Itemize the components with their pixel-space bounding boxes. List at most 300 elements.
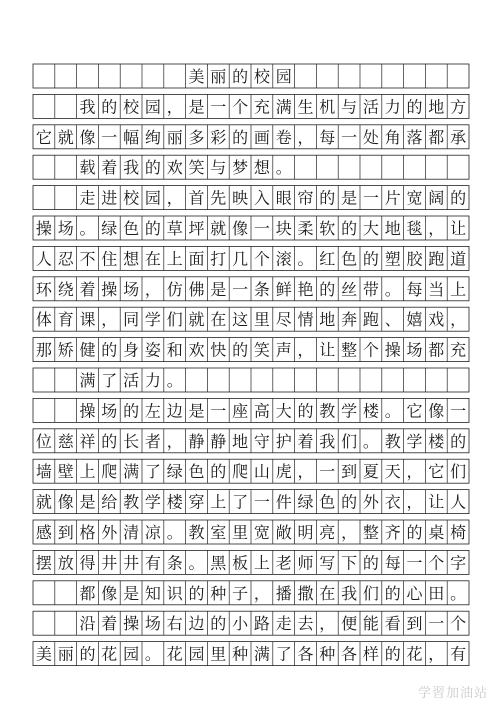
character-cell: 高: [253, 401, 270, 421]
character-cell: 画: [253, 127, 270, 147]
character-cell: 绿: [166, 462, 183, 482]
character-cell: 子: [232, 583, 249, 603]
character-cell: 首: [188, 188, 205, 208]
character-cell: 场: [57, 219, 74, 238]
character-cell: 播: [275, 583, 292, 603]
character-cell: 笑: [253, 340, 270, 360]
character-cell: 毯: [406, 219, 423, 238]
character-cell: 个: [253, 249, 270, 269]
character-cell: 学: [341, 401, 358, 421]
character-cell: 墙: [35, 462, 52, 482]
character-cell: 身: [123, 340, 140, 360]
character-cell: 进: [101, 188, 118, 208]
character-cell: 了: [232, 492, 249, 512]
character-cell: 的: [319, 188, 336, 208]
character-cell: 有: [144, 553, 161, 573]
character-cell: 花: [101, 644, 118, 664]
character-cell: 右: [166, 614, 183, 634]
character-cell: 几: [232, 249, 249, 269]
character-cell: 能: [362, 614, 379, 634]
character-cell: 板: [232, 553, 249, 573]
character-cell: 路: [253, 614, 270, 634]
character-cell: 色: [319, 492, 336, 512]
character-cell: 凉: [144, 523, 161, 542]
character-cell: 一: [319, 462, 336, 482]
character-cell: 一: [450, 401, 467, 421]
character-cell: 园: [275, 67, 292, 86]
watermark: 学習加油站: [417, 686, 488, 701]
character-cell: 场: [101, 401, 118, 421]
text-row: [33, 246, 469, 270]
character-cell: 操: [79, 401, 96, 421]
character-cell: 心: [406, 583, 423, 603]
character-cell: 识: [166, 583, 183, 603]
character-cell: 场: [123, 279, 140, 299]
character-cell: 是: [188, 401, 205, 421]
character-cell: 都: [79, 583, 96, 603]
character-cell: 一: [210, 401, 227, 421]
character-cell: ，: [406, 462, 423, 482]
character-cell: 便: [341, 614, 358, 634]
character-cell: 园: [123, 644, 140, 664]
character-cell: 载: [79, 158, 96, 178]
character-cell: 机: [319, 97, 336, 117]
character-cell: 教: [188, 523, 205, 542]
character-cell: 与: [210, 158, 227, 178]
character-cell: 一: [232, 279, 249, 299]
character-cell: 我: [319, 431, 336, 451]
character-cell: 沿: [79, 614, 96, 634]
character-cell: 的: [341, 492, 358, 512]
character-cell: 花: [406, 644, 423, 664]
character-cell: 到: [341, 462, 358, 482]
text-row: [33, 155, 469, 179]
character-cell: 像: [57, 492, 74, 512]
character-cell: 塑: [384, 249, 401, 269]
character-cell: ，: [319, 614, 336, 634]
character-cell: 。: [384, 279, 401, 299]
character-cell: 场: [406, 340, 423, 360]
character-cell: 了: [101, 371, 118, 390]
character-cell: 。: [384, 401, 401, 421]
character-cell: 清: [123, 523, 140, 542]
character-cell: 生: [297, 97, 314, 117]
character-cell: 一: [406, 553, 423, 573]
character-cell: 想: [253, 158, 270, 178]
character-cell: 着: [101, 614, 118, 634]
character-cell: 落: [406, 127, 423, 147]
character-cell: 去: [297, 614, 314, 634]
character-cell: 天: [384, 462, 401, 482]
character-cell: 字: [450, 553, 467, 573]
character-cell: 的: [232, 127, 249, 147]
character-cell: 校: [123, 97, 140, 117]
character-cell: 像: [79, 127, 96, 147]
character-cell: 角: [384, 127, 401, 147]
character-cell: 各: [297, 644, 314, 664]
character-cell: 有: [450, 644, 467, 664]
character-cell: 。: [450, 583, 467, 603]
character-cell: 帘: [297, 188, 314, 208]
character-cell: ，: [101, 310, 118, 330]
character-cell: ，: [428, 219, 445, 238]
character-cell: 坪: [188, 219, 205, 238]
character-cell: 我: [123, 158, 140, 178]
character-cell: 地: [232, 431, 249, 451]
character-cell: 跑: [362, 310, 379, 330]
character-cell: 眼: [275, 188, 292, 208]
character-cell: 教: [319, 401, 336, 421]
character-cell: ，: [297, 340, 314, 360]
character-cell: 上: [79, 462, 96, 482]
character-cell: 色: [188, 462, 205, 482]
character-cell: 种: [319, 644, 336, 664]
text-row: [33, 520, 469, 544]
character-cell: 走: [79, 188, 96, 208]
character-cell: 大: [362, 219, 379, 238]
character-cell: 走: [275, 614, 292, 634]
character-cell: 我: [79, 97, 96, 117]
character-cell: 的: [101, 340, 118, 360]
text-row: [33, 398, 469, 422]
character-cell: 课: [79, 310, 96, 330]
character-cell: 夏: [362, 462, 379, 482]
character-cell: 一: [210, 97, 227, 117]
character-cell: 色: [123, 219, 140, 238]
character-cell: 楼: [362, 401, 379, 421]
character-cell: 山: [253, 462, 270, 482]
character-cell: 鲜: [275, 279, 292, 299]
character-cell: 的: [123, 401, 140, 421]
character-cell: 方: [450, 97, 467, 117]
character-cell: 个: [428, 553, 445, 573]
character-cell: 阔: [428, 188, 445, 208]
character-cell: 的: [362, 249, 379, 269]
character-cell: 是: [341, 188, 358, 208]
character-cell: 的: [297, 401, 314, 421]
character-cell: 先: [210, 188, 227, 208]
character-cell: 护: [275, 431, 292, 451]
character-cell: 卷: [275, 127, 292, 147]
character-cell: 梦: [232, 158, 249, 178]
character-cell: 到: [57, 523, 74, 542]
character-cell: ，: [253, 583, 270, 603]
character-cell: 的: [210, 614, 227, 634]
character-cell: 是: [79, 492, 96, 512]
character-cell: 一: [253, 492, 270, 512]
character-cell: 了: [275, 644, 292, 664]
character-cell: 地: [428, 97, 445, 117]
character-cell: 园: [188, 644, 205, 664]
character-cell: 幅: [123, 127, 140, 147]
character-cell: 满: [253, 644, 270, 664]
character-cell: 操: [35, 219, 52, 238]
character-cell: 黑: [210, 553, 227, 573]
character-cell: 和: [166, 340, 183, 360]
text-row: [33, 338, 469, 362]
character-cell: 各: [341, 644, 358, 664]
character-cell: 小: [232, 614, 249, 634]
character-cell: 的: [210, 462, 227, 482]
character-cell: 绕: [57, 279, 74, 299]
character-cell: 道: [450, 249, 467, 269]
character-cell: 静: [210, 431, 227, 451]
character-cell: 都: [428, 340, 445, 360]
character-cell: 声: [275, 340, 292, 360]
text-row: [33, 216, 469, 240]
character-cell: 着: [297, 431, 314, 451]
text-row: [33, 642, 469, 666]
character-cell: 。: [79, 219, 96, 238]
character-cell: 色: [341, 249, 358, 269]
character-cell: 椅: [450, 523, 467, 542]
character-cell: 带: [362, 279, 379, 299]
character-cell: 校: [123, 188, 140, 208]
character-cell: 多: [188, 127, 205, 147]
character-cell: 一: [362, 188, 379, 208]
character-cell: 楼: [428, 431, 445, 451]
character-cell: 了: [144, 462, 161, 482]
character-cell: 块: [275, 219, 292, 238]
character-cell: 上: [210, 492, 227, 512]
character-cell: 外: [101, 523, 118, 542]
character-cell: 想: [123, 249, 140, 269]
character-cell: 们: [450, 462, 467, 482]
character-cell: 写: [319, 553, 336, 573]
character-cell: ，: [166, 97, 183, 117]
character-cell: 矫: [57, 340, 74, 360]
character-cell: 每: [406, 279, 423, 299]
character-cell: 上: [166, 249, 183, 269]
character-cell: 。: [188, 553, 205, 573]
character-cell: 笑: [188, 158, 205, 178]
character-cell: 绚: [144, 127, 161, 147]
character-cell: 的: [79, 644, 96, 664]
character-cell: 与: [341, 97, 358, 117]
character-cell: 奔: [341, 310, 358, 330]
character-cell: 边: [166, 401, 183, 421]
character-cell: 们: [341, 431, 358, 451]
character-cell: 丽: [210, 67, 227, 86]
character-cell: 体: [35, 310, 52, 330]
character-cell: 它: [35, 127, 52, 147]
character-cell: 到: [406, 614, 423, 634]
character-cell: 丽: [166, 127, 183, 147]
character-cell: 井: [101, 553, 118, 573]
text-row: [33, 277, 469, 301]
character-cell: ，: [406, 492, 423, 512]
character-cell: ，: [144, 279, 161, 299]
character-cell: 宽: [253, 523, 270, 542]
character-cell: 人: [450, 492, 467, 512]
character-cell: 仿: [166, 279, 183, 299]
text-row: [33, 125, 469, 149]
character-cell: 件: [275, 492, 292, 512]
text-row: [33, 94, 469, 118]
character-cell: 着: [101, 158, 118, 178]
character-cell: 宽: [406, 188, 423, 208]
character-cell: 里: [210, 644, 227, 664]
character-cell: 位: [35, 431, 52, 451]
character-cell: 园: [144, 188, 161, 208]
character-cell: 的: [188, 583, 205, 603]
character-cell: 长: [123, 431, 140, 451]
character-cell: 满: [123, 462, 140, 482]
text-row: [33, 186, 469, 210]
character-cell: 充: [253, 97, 270, 117]
character-cell: 守: [253, 431, 270, 451]
character-cell: 承: [450, 127, 467, 147]
character-cell: 丝: [341, 279, 358, 299]
character-cell: 就: [188, 310, 205, 330]
character-cell: 就: [210, 219, 227, 238]
character-cell: 操: [101, 279, 118, 299]
character-cell: 祥: [79, 431, 96, 451]
character-cell: 一: [253, 219, 270, 238]
character-cell: 姿: [144, 340, 161, 360]
character-cell: 一: [428, 614, 445, 634]
character-cell: 在: [144, 249, 161, 269]
title-row: [33, 64, 469, 88]
character-cell: 当: [428, 279, 445, 299]
character-cell: ，: [166, 431, 183, 451]
character-cell: 者: [144, 431, 161, 451]
character-cell: 外: [362, 492, 379, 512]
character-cell: 是: [188, 97, 205, 117]
text-row: [33, 611, 469, 635]
character-cell: 像: [428, 401, 445, 421]
character-cell: 老: [275, 553, 292, 573]
character-cell: 给: [101, 492, 118, 512]
character-cell: 活: [123, 371, 140, 390]
character-cell: 慈: [57, 431, 74, 451]
character-cell: 绿: [297, 492, 314, 512]
character-cell: 软: [319, 219, 336, 238]
character-cell: 操: [384, 340, 401, 360]
character-cell: 个: [232, 97, 249, 117]
character-cell: 教: [384, 431, 401, 451]
character-cell: 欢: [188, 340, 205, 360]
character-cell: 佛: [188, 279, 205, 299]
character-cell: 快: [210, 340, 227, 360]
character-cell: ，: [297, 127, 314, 147]
character-cell: 样: [362, 644, 379, 664]
text-row: [33, 429, 469, 453]
character-cell: 的: [406, 523, 423, 542]
character-cell: 的: [319, 279, 336, 299]
character-cell: 一: [341, 127, 358, 147]
character-cell: 摆: [35, 553, 52, 573]
character-cell: 它: [406, 401, 423, 421]
character-cell: 着: [79, 279, 96, 299]
character-cell: 丽: [57, 644, 74, 664]
character-cell: 条: [166, 553, 183, 573]
character-cell: 。: [166, 523, 183, 542]
character-cell: 彩: [210, 127, 227, 147]
character-cell: 感: [35, 523, 52, 542]
character-cell: 这: [232, 310, 249, 330]
character-cell: 得: [79, 553, 96, 573]
character-cell: 环: [35, 279, 52, 299]
character-cell: 跑: [428, 249, 445, 269]
character-cell: 学: [406, 431, 423, 451]
character-cell: 的: [144, 219, 161, 238]
character-cell: 下: [341, 553, 358, 573]
character-cell: 的: [362, 553, 379, 573]
character-cell: 戏: [428, 310, 445, 330]
character-cell: 明: [297, 523, 314, 542]
character-cell: 同: [123, 310, 140, 330]
character-cell: ，: [341, 523, 358, 542]
character-cell: 都: [428, 127, 445, 147]
character-cell: 知: [144, 583, 161, 603]
character-cell: 们: [166, 310, 183, 330]
character-cell: 的: [406, 97, 423, 117]
character-cell: 的: [101, 97, 118, 117]
character-cell: 那: [35, 340, 52, 360]
character-cell: 住: [101, 249, 118, 269]
character-cell: 衣: [384, 492, 401, 512]
text-row: [33, 459, 469, 483]
character-cell: 园: [144, 97, 161, 117]
text-row: [33, 368, 469, 392]
character-cell: 每: [384, 553, 401, 573]
character-cell: 个: [362, 340, 379, 360]
character-cell: 地: [319, 310, 336, 330]
character-cell: 嬉: [406, 310, 423, 330]
character-cell: 美: [35, 644, 52, 664]
character-cell: 场: [144, 614, 161, 634]
character-cell: 像: [101, 583, 118, 603]
character-cell: 的: [101, 431, 118, 451]
character-cell: 绿: [101, 219, 118, 238]
character-cell: 条: [253, 279, 270, 299]
character-cell: 座: [232, 401, 249, 421]
character-cell: 充: [450, 340, 467, 360]
character-cell: 我: [341, 583, 358, 603]
character-cell: 打: [210, 249, 227, 269]
character-cell: 看: [384, 614, 401, 634]
character-cell: 在: [210, 310, 227, 330]
character-cell: 壁: [57, 462, 74, 482]
character-cell: 敞: [275, 523, 292, 542]
character-cell: 操: [123, 614, 140, 634]
character-cell: 。: [166, 371, 183, 390]
character-cell: 学: [144, 492, 161, 512]
character-cell: 的: [384, 644, 401, 664]
character-cell: 。: [275, 158, 292, 178]
character-cell: 不: [79, 249, 96, 269]
character-cell: 处: [362, 127, 379, 147]
character-cell: 的: [341, 219, 358, 238]
character-cell: 红: [319, 249, 336, 269]
character-cell: 里: [232, 523, 249, 542]
character-cell: 健: [79, 340, 96, 360]
character-cell: 齐: [384, 523, 401, 542]
character-cell: ，: [450, 310, 467, 330]
text-row: [33, 307, 469, 331]
character-cell: 的: [450, 188, 467, 208]
character-cell: 像: [232, 219, 249, 238]
character-cell: 种: [210, 583, 227, 603]
character-cell: ，: [166, 188, 183, 208]
character-cell: 柔: [297, 219, 314, 238]
character-cell: 亮: [319, 523, 336, 542]
character-cell: 井: [123, 553, 140, 573]
character-cell: 的: [384, 583, 401, 603]
character-cell: 美: [188, 67, 205, 86]
character-cell: 格: [79, 523, 96, 542]
